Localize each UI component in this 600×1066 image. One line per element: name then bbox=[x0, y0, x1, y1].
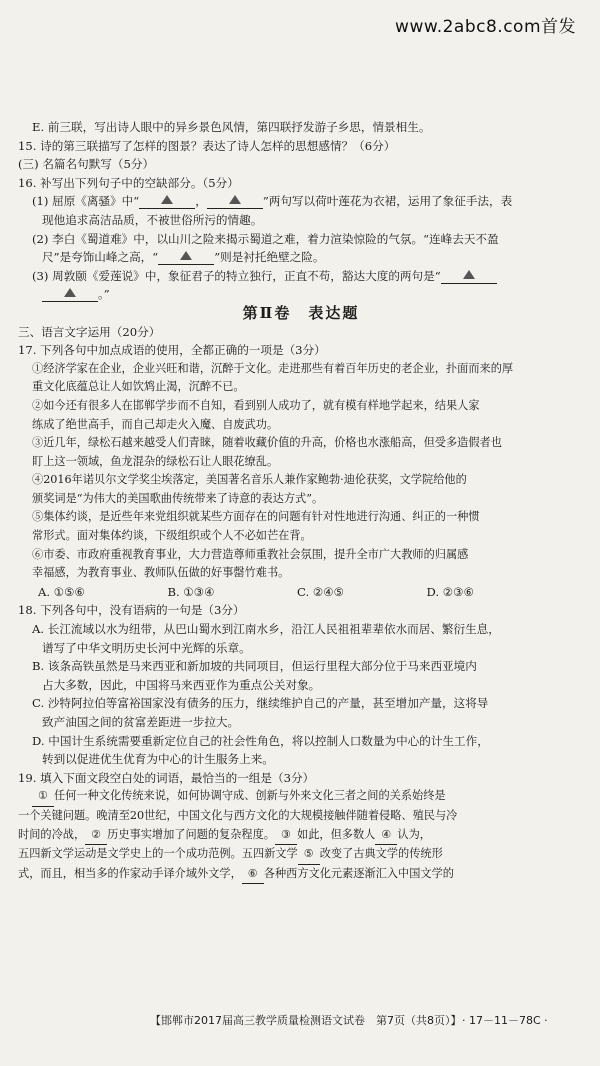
triangle-icon bbox=[180, 251, 192, 260]
page-content bbox=[18, 118, 584, 884]
q17-option-b[interactable]: B. ①③④ bbox=[167, 584, 215, 599]
triangle-icon bbox=[229, 195, 241, 204]
q19-line: ① 任何一种文化传统来说，如何协调守成、创新与外来文化三者之间的关系始终是 bbox=[18, 787, 584, 807]
answer-blank[interactable] bbox=[158, 250, 214, 265]
q17-item: ①经济学家在企业，企业兴旺和谐，沉醉于文化。走进那些有着百年历史的老企业，扑面而来的厚 bbox=[32, 361, 514, 375]
q18-option-d-cont: 转到以促进优生优育为中心的计生服务上来。 bbox=[42, 752, 274, 767]
q17-option-a[interactable]: A. ①⑤⑥ bbox=[38, 584, 85, 599]
option-e-line: E. 前三联，写出诗人眼中的异乡景色风情，第四联抒发游子乡思，情景相生。 bbox=[32, 120, 431, 134]
q17-item-cont: 盯上这一领域，鱼龙混杂的绿松石让人眼花缭乱。 bbox=[32, 454, 279, 468]
q19-line: 五四新文学运动是文学史上的一个成功范例。五四新文学 ⑤ 改变了古典文学的传统形 bbox=[18, 845, 584, 865]
triangle-icon bbox=[64, 288, 76, 297]
fill-blank[interactable]: ④ bbox=[375, 826, 397, 846]
q18-option-a-cont: 谱写了中华文明历史长河中光辉的乐章。 bbox=[42, 640, 251, 655]
triangle-icon bbox=[463, 270, 475, 279]
section-heading: 三、语言文字运用（20分） bbox=[18, 324, 161, 339]
q17-item: ⑤集体约谈，是近些年来党组织就某些方面存在的问题有针对性地进行沟通、纠正的一种惯 bbox=[32, 510, 480, 524]
answer-blank[interactable] bbox=[441, 269, 497, 284]
question-19: 19. 填入下面文段空白处的词语，最恰当的一组是（3分） bbox=[18, 770, 315, 785]
q16-item-1-cont: 现他追求高洁品质，不被世俗所污的情趣。 bbox=[42, 212, 263, 227]
question-18: 18. 下列各句中，没有语病的一句是（3分） bbox=[18, 603, 245, 618]
q19-line: 一个关键问题。晚清至20世纪，中国文化与西方文化的大规模接触伴随着侵略、殖民与冷 bbox=[18, 808, 458, 822]
q17-item: ⑥市委、市政府重视教育事业，大力营造尊师重教社会氛围，提升全市广大教师的归属感 bbox=[32, 547, 469, 561]
q19-passage bbox=[18, 787, 584, 884]
answer-blank[interactable] bbox=[139, 194, 195, 209]
q17-item: ④2016年诺贝尔文学奖尘埃落定，美国著名音乐人兼作家鲍勃·迪伦获奖，文学院给他的 bbox=[32, 473, 467, 487]
q17-option-d[interactable]: D. ②③⑥ bbox=[426, 584, 474, 599]
q19-line: 时间的冷战， ② 历史事实增加了问题的复杂程度。 ③ 如此，但多数人 ④ 认为， bbox=[18, 826, 584, 846]
question-17: 17. 下列各句中加点成语的使用，全都正确的一项是（3分） bbox=[18, 343, 326, 358]
answer-blank[interactable] bbox=[42, 287, 98, 302]
question-16: 16. 补写出下列句子中的空缺部分。（5分） bbox=[18, 175, 239, 190]
q17-options bbox=[18, 583, 584, 602]
triangle-icon bbox=[161, 195, 173, 204]
q17-item: ②如今还有很多人在邯郸学步而不自知，看到别人成功了，就有模有样地学起来，结果人家 bbox=[32, 398, 480, 412]
q18-option-c[interactable]: C. 沙特阿拉伯等富裕国家没有债务的压力，继续维护自己的产量，甚至增加产量，这将导 bbox=[32, 696, 489, 711]
q17-option-c[interactable]: C. ②④⑤ bbox=[297, 584, 345, 599]
section-title: 第Ⅱ卷 表达题 bbox=[242, 303, 360, 322]
fill-blank[interactable]: ③ bbox=[275, 826, 297, 846]
q17-item: ③近几年，绿松石越来越受人们青睐，随着收藏价值的升高，价格也水涨船高，但受多造假者也 bbox=[32, 436, 502, 450]
q18-option-c-cont: 致产油国之间的贫富差距进一步拉大。 bbox=[42, 715, 240, 729]
q17-item-cont: 颁奖词是“为伟大的美国歌曲传统带来了诗意的表达方式”。 bbox=[32, 491, 324, 505]
section-famous-lines: (三) 名篇名句默写（5分） bbox=[18, 157, 155, 172]
q16-item-2: (2) 李白《蜀道难》中，以山川之险来揭示蜀道之难，着力渲染惊险的气氛。“连峰去天不盈 bbox=[32, 231, 499, 246]
fill-blank[interactable]: ⑥ bbox=[242, 865, 264, 885]
q16-item-2-cont: 尺”是夸饰山峰之高，“ ”则是衬托绝壁之险。 bbox=[42, 250, 325, 265]
question-15: 15. 诗的第三联描写了怎样的图景？表达了诗人怎样的思想感情？（6分） bbox=[18, 138, 396, 153]
q18-option-a[interactable]: A. 长江流域以水为纽带，从巴山蜀水到江南水乡，沿江人民祖祖辈辈依水而居、繁衍生息， bbox=[32, 622, 500, 637]
fill-blank[interactable]: ① bbox=[32, 787, 54, 807]
fill-blank[interactable]: ② bbox=[85, 826, 107, 846]
q18-option-d[interactable]: D. 中国计生系统需要重新定位自己的社会性角色，将以控制人口数量为中心的计生工作， bbox=[32, 733, 489, 748]
q17-item-cont: 常形式。面对集体约谈，下级组织或个人不必如芒在背。 bbox=[32, 529, 312, 543]
site-watermark-header: www.2abc8.com首发 bbox=[395, 17, 576, 37]
q17-item-cont: 重文化底蕴总让人如饮鸩止渴，沉醉不已。 bbox=[32, 380, 245, 394]
fill-blank[interactable]: ⑤ bbox=[298, 845, 320, 865]
footer-code: · 17－11－78C · bbox=[462, 1014, 548, 1027]
q16-item-1: (1) 屈原《离骚》中“ ， ”两句写以荷叶莲花为衣裙，运用了象征手法，表 bbox=[32, 194, 513, 209]
q17-items bbox=[18, 360, 584, 583]
q18-option-b-cont: 占大多数，因此，中国将马来西亚作为重点公关对象。 bbox=[42, 677, 321, 692]
q16-item-3-cont: 。” bbox=[18, 285, 584, 304]
footer-exam-info: 【邯郸市2017届高三教学质量检测语文试卷 第7页（共8页）】 bbox=[150, 1014, 462, 1027]
answer-blank[interactable] bbox=[207, 194, 263, 209]
q17-item-cont: 幸福感，为教育事业、教师队伍做的好事罄竹难书。 bbox=[32, 566, 290, 580]
q17-item-cont: 练成了绝世高手，而自己却走火入魔、自废武功。 bbox=[32, 417, 279, 431]
q16-item-3: (3) 周敦颐《爱莲说》中，象征君子的特立独行，正直不苟，豁达大度的两句是“ bbox=[18, 267, 584, 286]
q18-option-b[interactable]: B. 该条高铁虽然是马来西亚和新加坡的共同项目，但运行里程大部分位于马来西亚境内 bbox=[32, 659, 477, 674]
q19-line: 式，而且，相当多的作家动手译介域外文学， ⑥ 各种西方文化元素逐渐汇入中国文学的 bbox=[18, 865, 584, 885]
